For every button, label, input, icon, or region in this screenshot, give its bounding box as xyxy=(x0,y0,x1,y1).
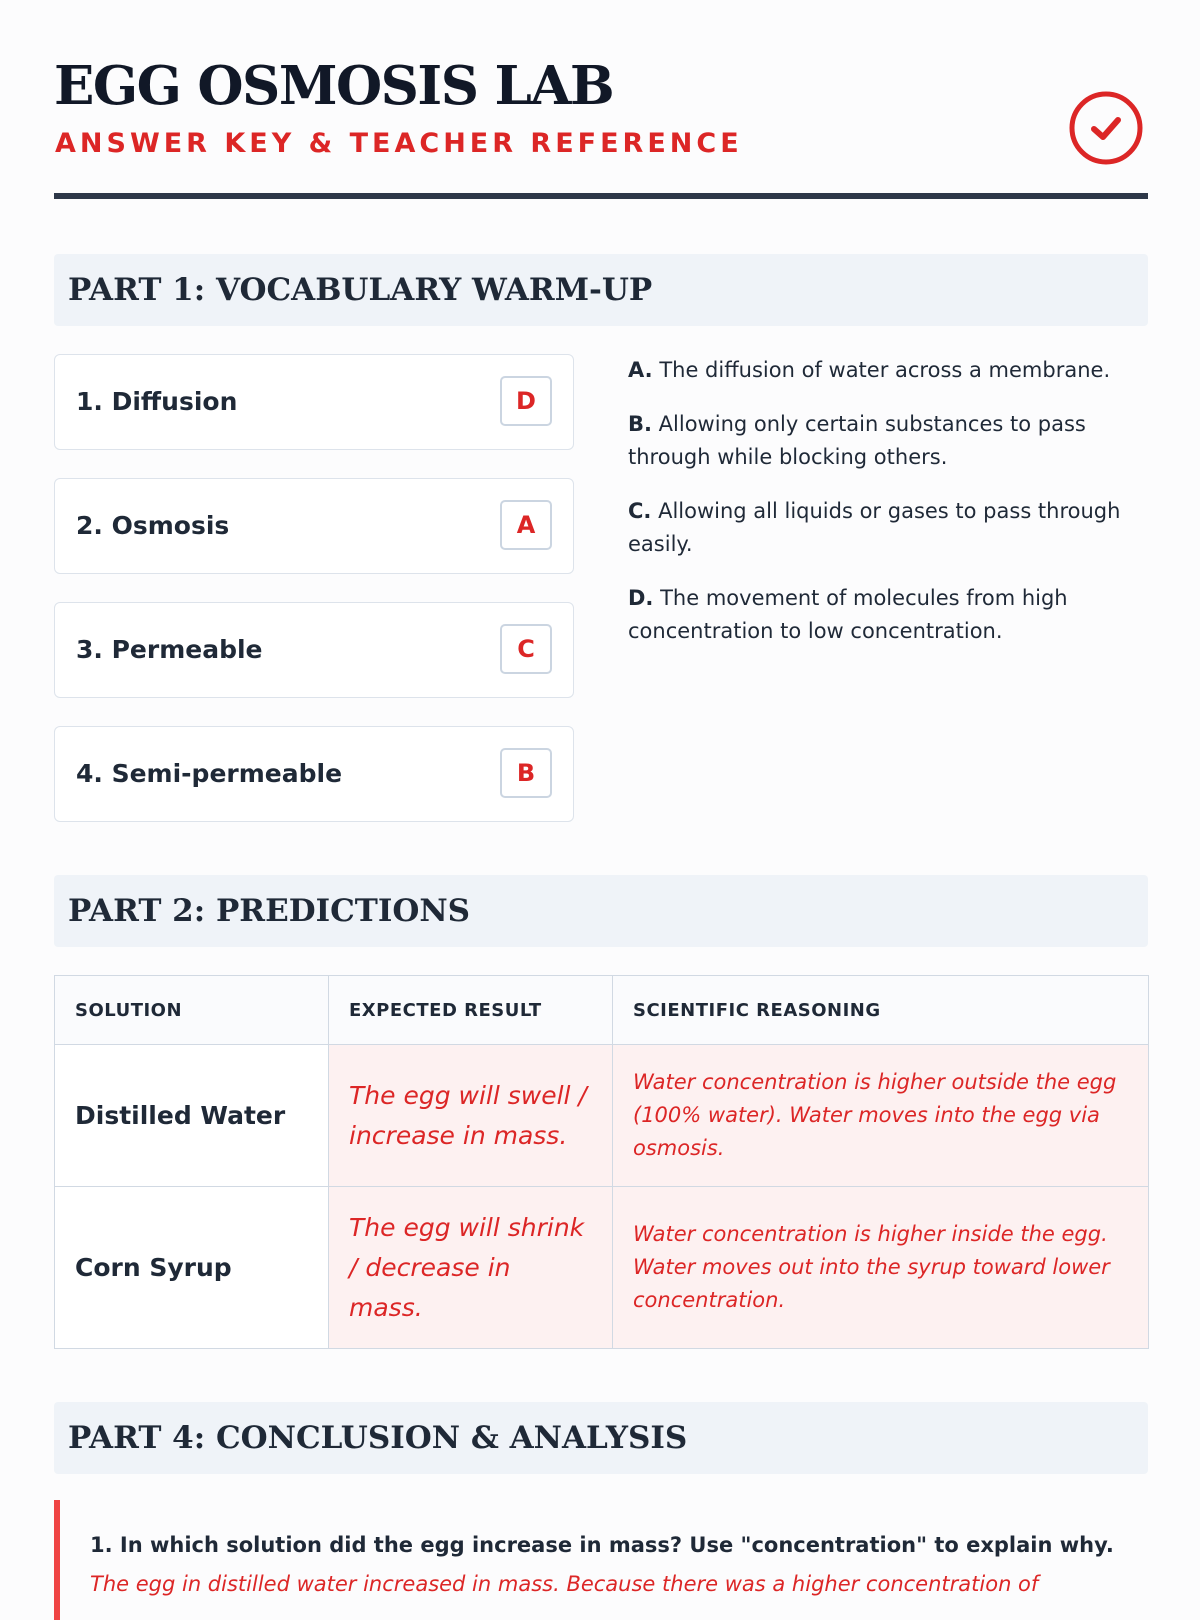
expected-result-cell: The egg will shrink / decrease in mass. xyxy=(329,1187,613,1349)
section-heading-vocabulary: PART 1: VOCABULARY WARM-UP xyxy=(54,254,1148,326)
table-row xyxy=(55,1045,1149,1187)
definition-item xyxy=(628,582,1148,648)
vocab-answer-box[interactable]: A xyxy=(500,500,552,550)
vocab-card xyxy=(54,602,574,698)
definition-item xyxy=(628,495,1148,561)
vocab-answer-box[interactable]: B xyxy=(500,748,552,798)
solution-cell: Corn Syrup xyxy=(55,1187,329,1349)
definition-key: C. xyxy=(628,499,652,523)
definition-item xyxy=(628,354,1148,387)
header-divider xyxy=(54,193,1148,199)
vocab-answer-box[interactable]: D xyxy=(500,376,552,426)
vocab-term: 2. Osmosis xyxy=(76,511,230,540)
definition-key: D. xyxy=(628,586,654,610)
section-heading-conclusion: PART 4: CONCLUSION & ANALYSIS xyxy=(54,1402,1148,1474)
solution-cell: Distilled Water xyxy=(55,1045,329,1187)
column-header-expected-result: EXPECTED RESULT xyxy=(329,976,613,1045)
predictions-table xyxy=(54,975,1149,1349)
reasoning-cell: Water concentration is higher inside the egg. Water moves out into the syrup toward lower concentration. xyxy=(613,1187,1149,1349)
vocab-term: 1. Diffusion xyxy=(76,387,238,416)
column-header-solution: SOLUTION xyxy=(55,976,329,1045)
definition-text: The diffusion of water across a membrane. xyxy=(659,358,1111,382)
definition-item xyxy=(628,408,1148,474)
question-text: 1. In which solution did the egg increase in mass? Use "concentration" to explain why. xyxy=(90,1533,1114,1557)
section-heading-predictions: PART 2: PREDICTIONS xyxy=(54,875,1148,947)
vocab-card xyxy=(54,478,574,574)
definition-key: A. xyxy=(628,358,653,382)
vocab-answer-box[interactable]: C xyxy=(500,624,552,674)
table-row xyxy=(55,1187,1149,1349)
definition-text: The movement of molecules from high concentration to low concentration. xyxy=(628,586,1068,643)
definition-key: B. xyxy=(628,412,652,436)
vocab-term: 4. Semi-permeable xyxy=(76,759,343,788)
page-title: EGG OSMOSIS LAB xyxy=(54,55,614,117)
vocab-card xyxy=(54,354,574,450)
definition-text: Allowing all liquids or gases to pass through easily. xyxy=(628,499,1121,556)
definitions-list xyxy=(628,354,1148,669)
expected-result-cell: The egg will swell / increase in mass. xyxy=(329,1045,613,1187)
vocab-card xyxy=(54,726,574,822)
reasoning-cell: Water concentration is higher outside the egg (100% water). Water moves into the egg via osmosis. xyxy=(613,1045,1149,1187)
vocab-term: 3. Permeable xyxy=(76,635,263,664)
page-subtitle: ANSWER KEY & TEACHER REFERENCE xyxy=(55,128,743,159)
definition-text: Allowing only certain substances to pass through while blocking others. xyxy=(628,412,1086,469)
column-header-reasoning: SCIENTIFIC REASONING xyxy=(613,976,1149,1045)
answer-text: The egg in distilled water increased in mass. Because there was a higher concentration of xyxy=(90,1572,1039,1596)
check-circle-icon xyxy=(1068,90,1144,166)
conclusion-question-block xyxy=(54,1500,1148,1620)
